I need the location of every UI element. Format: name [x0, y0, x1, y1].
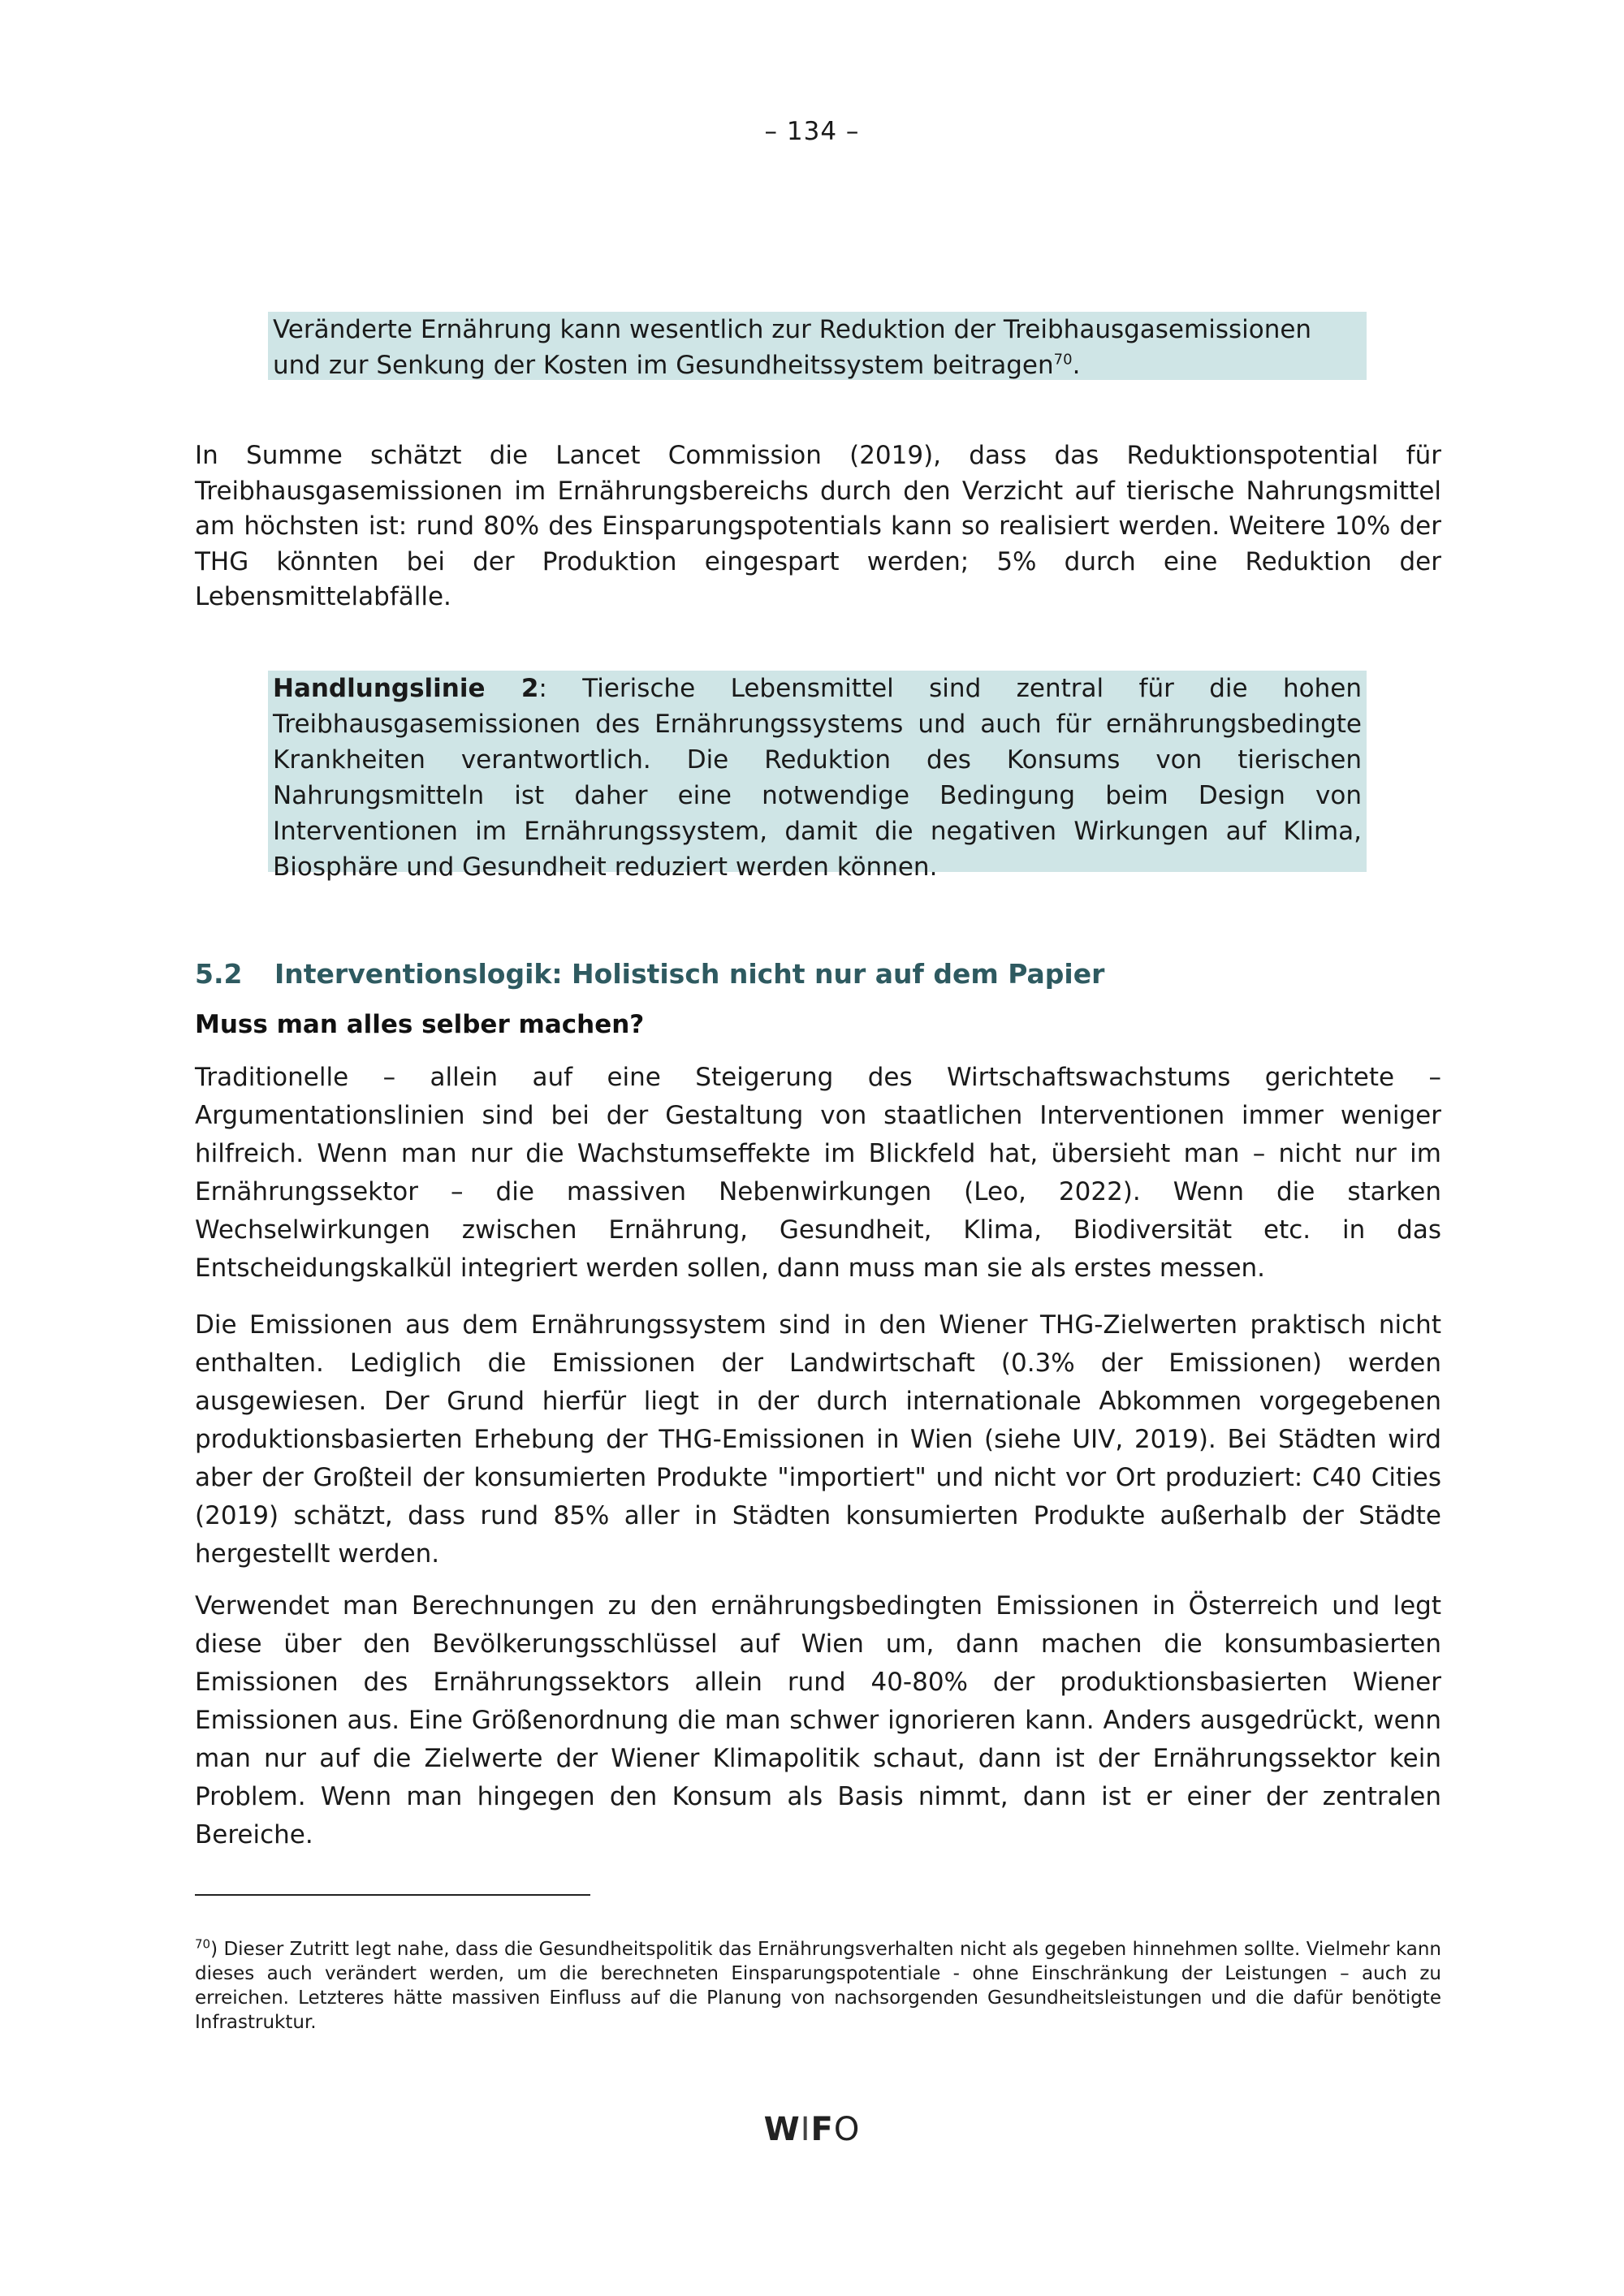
highlight-box-summary-text — [273, 312, 1367, 383]
logo-f: F — [810, 2111, 834, 2148]
handlungslinie-label: Handlungslinie 2 — [273, 674, 539, 703]
section-number: 5.2 — [195, 958, 243, 990]
footnote-marker: 70 — [195, 1936, 211, 1952]
logo-separator: I — [800, 2111, 811, 2148]
logo-w: W — [763, 2111, 801, 2148]
section-heading — [195, 958, 1104, 990]
wifo-logo — [0, 2111, 1624, 2148]
paragraph-lancet: In Summe schätzt die Lancet Commission (2019), dass das Reduktionspotential für Treibhausgasemissionen im Ernährungsbereichs durch den Verzicht auf tierische Nahrungsmittel am höchsten ist: rund 80% des Einsparungspotentials kann so realisiert werden. Weitere 10% der THG könnten bei der Produktion eingespart werden; 5% durch eine Reduktion der Lebensmittelabfälle. — [195, 441, 1441, 611]
paragraph-berechnungen: Verwendet man Berechnungen zu den ernährungsbedingten Emissionen in Österreich und legt diese über den Bevölkerungsschlüssel auf Wien um, dann machen die konsumbasierten Emissionen des Ernährungssektors allein rund 40-80% der produktionsbasierten Wiener Emissionen aus. Eine Größenordnung die man schwer ignorieren kann. Anders ausgedrückt, wenn man nur auf die Zielwerte der Wiener Klimapolitik schaut, dann ist der Ernährungssektor kein Problem. Wenn man hingegen den Konsum als Basis nimmt, dann ist er einer der zentralen Bereiche. — [195, 1591, 1441, 1849]
highlight-box-summary — [268, 312, 1367, 380]
logo-o: O — [833, 2111, 861, 2148]
footnote-divider — [195, 1894, 590, 1896]
section-title: Interventionslogik: Holistisch nicht nur auf dem Papier — [274, 958, 1105, 990]
box1-end: . — [1072, 351, 1081, 380]
highlight-box-handlungslinie-text — [273, 671, 1362, 885]
footnote-70 — [195, 1937, 1441, 2035]
paragraph-traditionelle: Traditionelle – allein auf eine Steigerung des Wirtschaftswachstums gerichtete – Argumentationslinien sind bei der Gestaltung von staatlichen Interventionen immer weniger hilfreich. Wenn man nur die Wachstumseffekte im Blickfeld hat, übersieht man – nicht nur im Ernährungssektor – die massiven Nebenwirkungen (Leo, 2022). Wenn die starken Wechselwirkungen zwischen Ernährung, Gesundheit, Klima, Biodiversität etc. in das Entscheidungskalkül integriert werden sollen, dann muss man sie als erstes messen. — [195, 1063, 1441, 1283]
subheading: Muss man alles selber machen? — [195, 1010, 645, 1039]
footnote-ref-70[interactable]: 70 — [1053, 351, 1073, 369]
footnote-text: ) Dieser Zutritt legt nahe, dass die Gesundheitspolitik das Ernährungsverhalten nicht als gegeben hinnehmen sollte. Vielmehr kann dieses auch verändert werden, um die berechneten Einsparungspotentiale - ohne Einschränkung der Leistungen – auch zu erreichen. Letzteres hätte massiven Einfluss auf die Planung von nachsorgenden Gesundheitsleistungen und die dafür benötigte Infrastruktur. — [195, 1939, 1441, 2033]
box1-text: Veränderte Ernährung kann wesentlich zur Reduktion der Treibhausgasemissionen und zur Senkung der Kosten im Gesundheitssystem beitragen — [273, 315, 1312, 380]
page-number: – 134 – — [764, 117, 860, 146]
highlight-box-handlungslinie — [268, 671, 1367, 882]
handlungslinie-text: : Tierische Lebensmittel sind zentral für die hohen Treibhausgasemissionen des Ernährungssystems und auch für ernährungsbedingte Krankheiten verantwortlich. Die Reduktion des Konsums von tierischen Nahrungsmitteln ist daher eine notwendige Bedingung beim Design von Interventionen im Ernährungssystem, damit die negativen Wirkungen auf Klima, Biosphäre und Gesundheit reduziert werden können. — [273, 674, 1362, 882]
paragraph-emissionen: Die Emissionen aus dem Ernährungssystem sind in den Wiener THG-Zielwerten praktisch nicht enthalten. Lediglich die Emissionen der Landwirtschaft (0.3% der Emissionen) werden ausgewiesen. Der Grund hierfür liegt in der durch internationale Abkommen vorgegebenen produktionsbasierten Erhebung der THG-Emissionen in Wien (siehe UIV, 2019). Bei Städten wird aber der Großteil der konsumierten Produkte "importiert" und nicht vor Ort produziert: C40 Cities (2019) schätzt, dass rund 85% aller in Städten konsumierten Produkte außerhalb der Städte hergestellt werden. — [195, 1310, 1441, 1569]
